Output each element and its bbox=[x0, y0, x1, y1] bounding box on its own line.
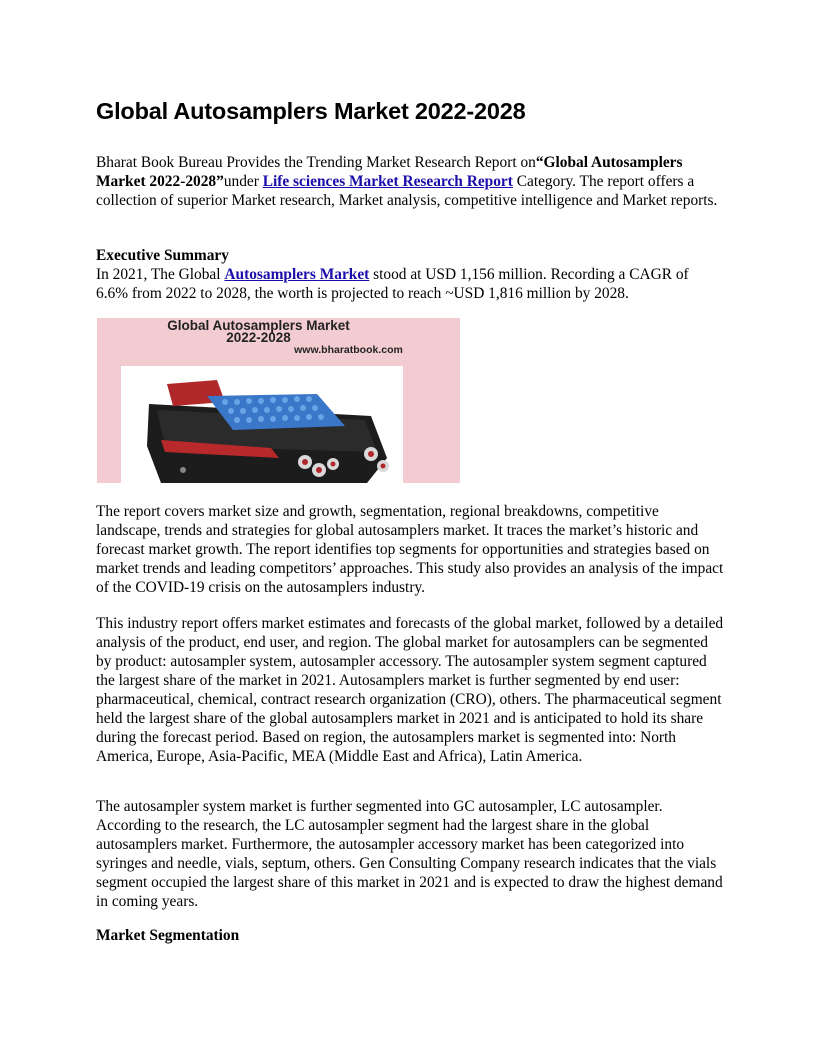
executive-summary bbox=[96, 246, 724, 303]
cover-title-line-1: Global Autosamplers Market bbox=[167, 318, 350, 333]
market-segmentation-heading bbox=[96, 926, 724, 945]
executive-summary-heading: Executive Summary bbox=[96, 247, 229, 264]
summary-text-1: In 2021, The Global bbox=[96, 266, 225, 283]
paragraph-3: The autosampler system market is further segmented into GC autosampler, LC autosampler. According to the research, the LC autosampler segment had the largest share in the global autosamplers market. Furthermore, the autosampler accessory market has been categorized into syringes and needle, vials, septum, others. Gen Consulting Company research indicates that the vials segment occupied the largest share of this market in 2021 and is expected to draw the highest demand in coming years. bbox=[96, 798, 723, 910]
market-segmentation-heading-text: Market Segmentation bbox=[96, 927, 240, 944]
life-sciences-report-link[interactable]: Life sciences Market Research Report bbox=[262, 173, 513, 190]
intro-report-title: “Global Autosamplers Market 2022-2028” bbox=[96, 154, 683, 190]
cover-title-line-2: 2022-2028 bbox=[226, 330, 291, 345]
autosampler-device-icon bbox=[121, 366, 403, 483]
autosampler-photo bbox=[121, 366, 403, 483]
report-cover-image bbox=[97, 318, 460, 483]
intro-text-2: under bbox=[223, 173, 263, 190]
page-title: Global Autosamplers Market 2022-2028 bbox=[96, 98, 526, 124]
intro-text-1: Bharat Book Bureau Provides the Trending Market Research Report on bbox=[96, 154, 536, 171]
cover-url: www.bharatbook.com bbox=[294, 344, 403, 356]
autosamplers-market-link[interactable]: Autosamplers Market bbox=[224, 266, 370, 283]
paragraph-2: This industry report offers market estimates and forecasts of the global market, followed by a detailed analysis of the product, end user, and region. The global market for autosamplers can be segmented by product: autosampler system, autosampler accessory. The autosampler system segment captured the largest share of the market in 2021. Autosamplers market is further segmented by end user: pharmaceutical, chemical, contract research organization (CRO), others. The pharmaceutical segment held the largest share of the global autosamplers market in 2021 and is anticipated to hold its share during the forecast period. Based on region, the autosamplers market is segmented into: North America, Europe, Asia-Pacific, MEA (Middle East and Africa), Latin America. bbox=[96, 615, 724, 765]
paragraph-1: The report covers market size and growth, segmentation, regional breakdowns, competitive landscape, trends and strategies for global autosamplers market. It traces the market’s historic and forecast market growth. The report identifies top segments for opportunities and strategies based on market trends and leading competitors’ approaches. This study also provides an analysis of the impact of the COVID-19 crisis on the autosamplers industry. bbox=[96, 503, 724, 596]
summary-text-2: stood at USD 1,156 million. Recording a CAGR of 6.6% from 2022 to 2028, the worth is projected to reach ~USD 1,816 million by 2028. bbox=[96, 266, 689, 302]
intro-paragraph bbox=[96, 153, 724, 210]
intro-text-3: Category. The report offers a collection of superior Market research, Market analysis, competitive intelligence and Market reports. bbox=[96, 173, 718, 209]
